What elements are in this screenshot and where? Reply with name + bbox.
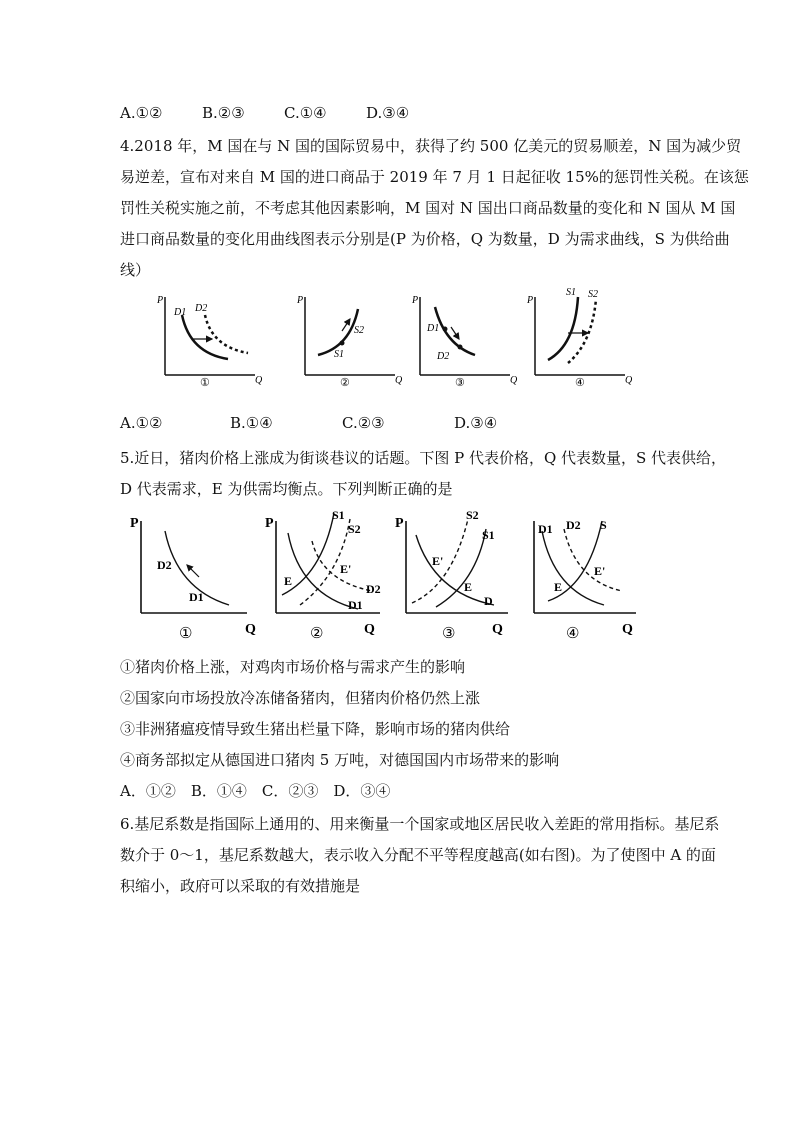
curve-label: S2 bbox=[588, 289, 598, 300]
q4-option-b[interactable]: B.①④ bbox=[230, 414, 273, 432]
q3-option-d[interactable]: D.③④ bbox=[366, 104, 410, 122]
q5-statement-4: ④商务部拟定从德国进口猪肉 5 万吨，对德国国内市场带来的影响 bbox=[120, 751, 560, 769]
axis-q-label: Q bbox=[395, 375, 403, 386]
axis-q-label: Q bbox=[255, 375, 263, 386]
q4-option-c[interactable]: C.②③ bbox=[342, 414, 385, 432]
axis-p-label: P bbox=[297, 295, 304, 306]
curve-label: S bbox=[600, 518, 607, 532]
axis-q-label: Q bbox=[492, 622, 503, 637]
curve-label: D1 bbox=[348, 598, 363, 612]
curve-label: E' bbox=[432, 554, 444, 568]
curve-label: E' bbox=[594, 564, 606, 578]
curve-label: D2 bbox=[366, 582, 381, 596]
q6-line-3: 积缩小，政府可以采取的有效措施是 bbox=[120, 877, 361, 895]
curve-label: S2 bbox=[354, 325, 364, 336]
curve-label: D1 bbox=[427, 323, 440, 334]
graph-number: ③ bbox=[442, 626, 456, 642]
axis-q-label: Q bbox=[622, 622, 633, 637]
curve-label: D1 bbox=[174, 307, 187, 318]
axis-p-label: P bbox=[157, 295, 164, 306]
axis-q-label: Q bbox=[625, 375, 633, 386]
q6-line-1: 6.基尼系数是指国际上通用的、用来衡量一个国家或地区居民收入差距的常用指标。基尼系 bbox=[120, 815, 720, 833]
curve-label: D bbox=[484, 594, 493, 608]
axis-p-label: P bbox=[265, 516, 274, 531]
axis-p-label: P bbox=[527, 295, 534, 306]
curve-label: S2 bbox=[348, 522, 361, 536]
curve-label: D2 bbox=[157, 558, 172, 572]
graph-number: ③ bbox=[455, 377, 465, 389]
axis-p-label: P bbox=[130, 516, 139, 531]
curve-label: E bbox=[464, 580, 473, 594]
q5-graph-4 bbox=[534, 518, 636, 642]
q4-graph-2 bbox=[296, 295, 403, 389]
q3-option-c[interactable]: C.①④ bbox=[284, 104, 327, 122]
q4-graph-4 bbox=[526, 287, 633, 389]
q5-line-1: 5.近日，猪肉价格上涨成为街谈巷议的话题。下图 P 代表价格，Q 代表数量，S 代表供给， bbox=[120, 449, 727, 467]
axis-q-label: Q bbox=[510, 375, 518, 386]
axis-q-label: Q bbox=[364, 622, 375, 637]
curve-label: E bbox=[554, 580, 563, 594]
curve-label: S2 bbox=[466, 508, 479, 522]
curve-label: S1 bbox=[482, 528, 495, 542]
graph-number: ④ bbox=[575, 377, 585, 389]
curve-label: D2 bbox=[195, 303, 208, 314]
q3-option-b[interactable]: B.②③ bbox=[202, 104, 245, 122]
q5-graph-2 bbox=[265, 508, 381, 642]
q4-option-a[interactable]: A.①② bbox=[120, 414, 163, 432]
q4-line-1: 4.2018 年，M 国在与 N 国的国际贸易中，获得了约 500 亿美元的贸易顺差，N 国为减少贸 bbox=[120, 137, 742, 155]
q5-statement-1: ①猪肉价格上涨，对鸡肉市场价格与需求产生的影响 bbox=[120, 658, 466, 676]
graph-number: ② bbox=[310, 626, 324, 642]
q4-graph-1 bbox=[156, 295, 263, 389]
q5-graph-3 bbox=[395, 508, 508, 642]
q4-graph-3 bbox=[411, 295, 518, 389]
axis-p-label: P bbox=[412, 295, 419, 306]
q4-line-4: 进口商品数量的变化用曲线图表示分别是(P 为价格，Q 为数量，D 为需求曲线，S 为供给曲 bbox=[120, 230, 730, 248]
q6-line-2: 数介于 0～1，基尼系数越大，表示收入分配不平等程度越高(如右图)。为了使图中 A 的面 bbox=[120, 846, 716, 864]
q4-option-d[interactable]: D.③④ bbox=[454, 414, 498, 432]
q5-statement-2: ②国家向市场投放冷冻储备猪肉，但猪肉价格仍然上涨 bbox=[120, 689, 481, 707]
axis-q-label: Q bbox=[245, 622, 256, 637]
graph-number: ① bbox=[200, 377, 210, 389]
q5-statement-3: ③非洲猪瘟疫情导致生猪出栏量下降，影响市场的猪肉供给 bbox=[120, 720, 511, 738]
curve-label: E' bbox=[340, 562, 352, 576]
q5-graph-1 bbox=[130, 516, 256, 642]
curve-label: D2 bbox=[566, 518, 581, 532]
curve-label: D1 bbox=[538, 522, 553, 536]
curve-label: S1 bbox=[332, 508, 345, 522]
curve-label: D1 bbox=[189, 590, 204, 604]
graph-number: ① bbox=[179, 626, 193, 642]
q5-options[interactable]: A．①② B．①④ C．②③ D．③④ bbox=[120, 782, 391, 800]
curve-label: E bbox=[284, 574, 293, 588]
graph-number: ② bbox=[340, 377, 350, 389]
q3-option-a[interactable]: A.①② bbox=[120, 104, 163, 122]
q4-line-2: 易逆差，宣布对来自 M 国的进口商品于 2019 年 7 月 1 日起征收 15%的惩罚性关税。在该惩 bbox=[120, 168, 749, 186]
curve-label: D2 bbox=[437, 351, 450, 362]
q4-line-5: 线） bbox=[120, 261, 151, 279]
q5-graphs bbox=[125, 505, 650, 645]
curve-label: S1 bbox=[566, 287, 576, 298]
axis-p-label: P bbox=[395, 516, 404, 531]
curve-label: S1 bbox=[334, 349, 344, 360]
q4-line-3: 罚性关税实施之前，不考虑其他因素影响，M 国对 N 国出口商品数量的变化和 N 国从 M 国 bbox=[120, 199, 736, 217]
graph-number: ④ bbox=[566, 626, 580, 642]
q5-line-2: D 代表需求，E 为供需均衡点。下列判断正确的是 bbox=[120, 480, 453, 498]
q4-graphs bbox=[150, 285, 640, 395]
